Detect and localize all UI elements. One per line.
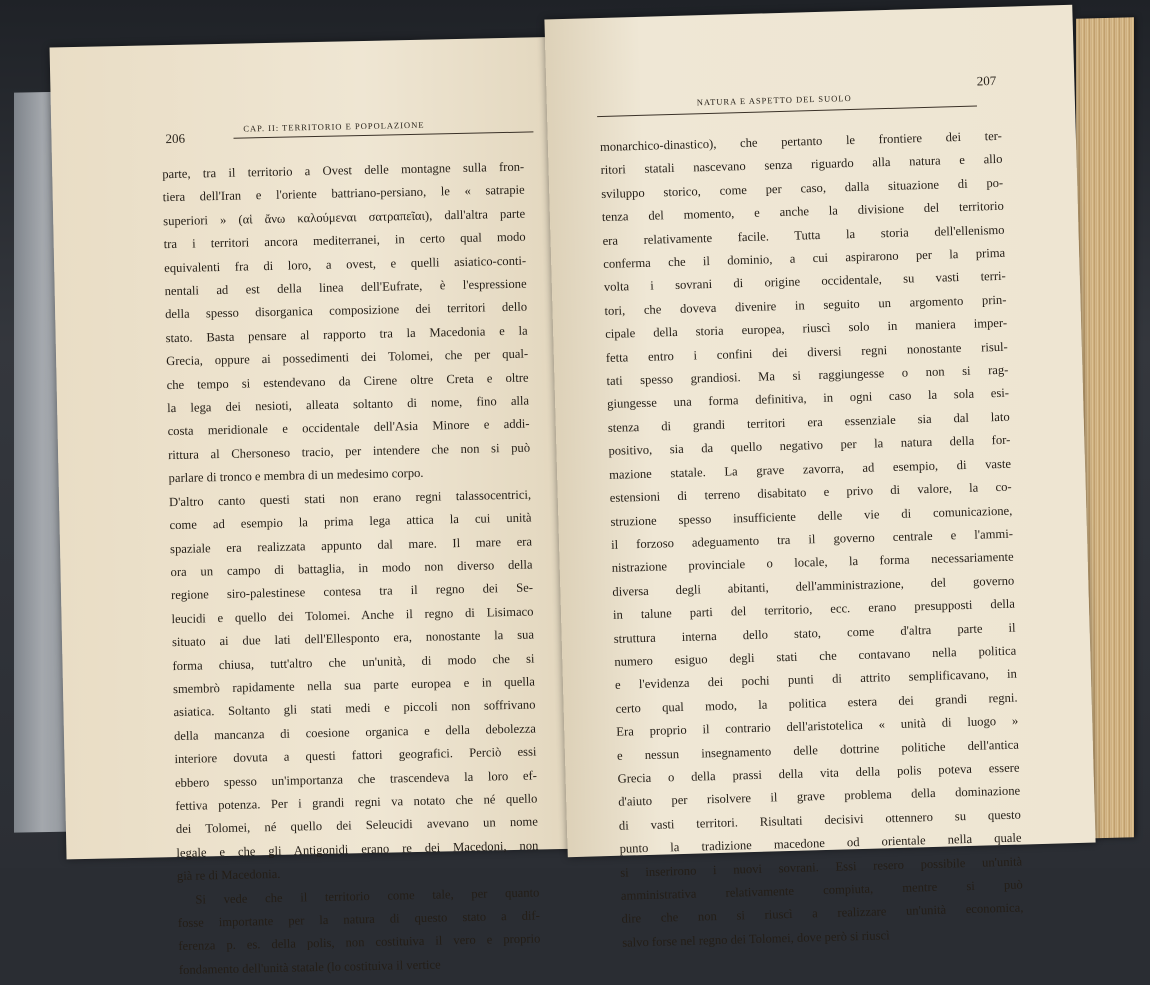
text-line: Si vede che il territorio come tale, per quanto [195,885,540,907]
text-line: situato ai due lati dell'Ellesponto era, nonostante la sua [171,627,535,650]
text-line: forma chiusa, tutt'altro che un'unità, di modo che si [172,651,535,673]
text-line: amministrativa relativamente compiuta, mentre si può [620,877,1023,903]
left-page-header [165,111,535,147]
text-line: diversa degli abitanti, dell'amministrazione, del governo [612,573,1015,599]
text-line: fettiva potenza. Per i grandi regni va notato che né quello [175,791,538,814]
text-line: che tempo si estendevano da Cirene oltre Creta e oltre [166,370,529,392]
text-line: D'altro canto questi stati non erano regni talassocentrici, [168,487,532,509]
text-line: conferma che il dominio, a cui aspirarono per la prima [603,245,1006,272]
text-line: struzione spesso insufficiente delle vie di comunicazione, [610,503,1013,529]
text-line: leucidi e quello dei Tolomei. Anche il regno di Lisimaco [171,604,534,626]
text-line: parte, tra il territorio a Ovest delle montagne sulla fron- [162,159,525,182]
text-line: il forzoso adeguamento tra il governo centrale e l'ammi- [610,526,1014,552]
text-line: superiori » (αἱ ἄνω καλούμεναι σατραπεῖαι), dall'altra parte [163,206,526,229]
text-line: nistrazione provinciale o locale, la forma necessariamente [611,549,1014,576]
text-line: monarchico-dinastico), che pertanto le frontiere dei ter- [599,128,1003,155]
text-line: rittura al Chersoneso tracio, per intendere che non si può [167,440,531,463]
text-line: tiera dell'Iran e l'oriente battriano-persiano, le « satrapie [162,183,525,205]
text-line: fosse importante per la natura di questo stato a dif- [177,908,540,931]
right-running-title: NATURA E ASPETTO DEL SUOLO [696,92,852,108]
text-line: certo qual modo, la politica estera dei grandi regni. [615,690,1018,716]
text-line: salvo forse nel regno dei Tolomei, dove però si riuscì [622,928,890,950]
text-line: struttura interna dello stato, come d'altra parte il [613,620,1016,646]
text-line: Grecia o della prassi della vita della polis poteva essere [617,760,1020,786]
text-line: ebbero spesso un'importanza che trascendeva la loro ef- [174,768,538,790]
text-line: ritori statali nascevano senza riguardo alla natura e allo [600,152,1003,178]
text-line: già re di Macedonia. [176,867,281,884]
text-line: asiatica. Soltanto gli stati medi e piccoli non soffrivano [173,697,536,720]
text-line: si inserirono i nuovi sovrani. Essi resero possibile un'unità [620,854,1023,880]
text-line: costa meridionale e occidentale dell'Asia Minore e addi- [167,417,530,439]
text-line: legale e che gli Antigonidi erano re dei Macedoni, non [176,838,539,860]
text-line: stenza di grandi territori era essenziale sia dal lato [607,409,1010,435]
text-line: giungesse una forma definitiva, in ogni caso la sola esi- [606,386,1010,412]
text-line: fondamento dell'unità statale (lo costituiva il vertice [178,957,441,977]
text-line: stato. Basta pensare al rapporto tra la Macedonia e la [165,323,528,346]
right-page-header [597,72,997,108]
text-line: d'aiuto per risolvere il grave problema della dominazione [618,783,1021,810]
right-page-number: 207 [976,72,997,89]
text-line: era relativamente facile. Tutta la storia dell'ellenismo [602,222,1005,248]
text-line: come ad esempio la prima lega attica la cui unità [169,510,532,533]
text-line: positivo, sia da quello negativo per la natura della for- [608,432,1011,459]
text-line: cipale della storia europea, riuscì solo in maniera imper- [605,315,1008,342]
text-line: della spesso disorganica composizione dei territori dello [165,300,528,322]
left-running-title: CAP. II: TERRITORIO E POPOLAZIONE [243,119,425,134]
text-line: in talune parti del territorio, ecc. erano presupposti della [612,596,1016,622]
text-line: della mancanza di coesione organica e della debolezza [173,721,537,743]
text-line: equivalenti fra di loro, a ovest, e quelli asiatico-conti- [164,253,527,275]
text-line: tenza del momento, e anche la divisione del territorio [601,199,1004,225]
text-line: volta i sovrani di origine occidentale, su vasti terri- [603,269,1006,295]
text-line: tati spesso grandiosi. Ma si raggiungesse o non si rag- [606,362,1009,389]
text-line: nentali ad est della linea dell'Eufrate, è l'espressione [164,276,527,299]
text-line: e l'evidenza dei pochi punti di attrito semplificavano, in [614,666,1018,693]
text-line: la lega dei nesioti, alleata soltanto di nome, fino alla [166,393,530,416]
text-line: punto la tradizione macedone od orientale nella quale [619,830,1022,856]
text-line: dei Tolomei, né quello dei Seleucidi avevano un nome [175,814,539,837]
text-line: tra i territori ancora mediterranei, in certo qual modo [163,229,526,252]
text-line: ferenza p. es. della polis, non costituiva il vero e proprio [178,931,541,954]
text-line: interiore dovuta a questi fattori geografici. Perciò essi [174,744,537,767]
text-line: tori, che doveva divenire in seguito un argomento prin- [604,292,1007,318]
text-line: Era proprio il contrario dell'aristotelica « unità di luogo » [616,713,1019,739]
text-line: dire che non si riuscì a realizzare un'unità economica, [621,900,1024,927]
right-page-body [600,125,1025,955]
left-page-body [162,156,541,983]
left-page-number: 206 [165,130,186,147]
text-line: spaziale era realizzata appunto dal mare. Il mare era [169,534,533,556]
text-line: sviluppo storico, come per caso, dalla situazione di po- [601,175,1004,201]
text-line: numero esiguo degli stati che contavano nella politica [614,643,1017,669]
text-line: fetta entro i confini dei diversi regni nonostante risul- [605,339,1008,365]
text-line: ora un campo di battaglia, in modo non diverso della [170,557,533,580]
text-line: di vasti territori. Risultati decisivi ottennero su questo [618,807,1021,833]
text-line: smembrò rapidamente nella sua parte europea e in quella [172,674,536,697]
left-page [50,37,587,977]
text-line: e nessun insegnamento delle dottrine politiche dell'antica [616,737,1020,763]
text-line: Grecia, oppure ai possedimenti dei Tolomei, che per qual- [166,346,529,369]
text-line: mazione statale. La grave zavorra, ad esempio, di vaste [608,456,1012,482]
text-line: estensioni di terreno disabitato e privo di valore, la co- [609,479,1012,505]
text-line: parlare di tronco e membra di un medesimo corpo. [168,466,424,486]
right-page [544,5,1095,950]
right-header-rule [597,105,977,117]
text-line: regione siro-palestinese contesa tra il regno dei Se- [170,580,534,603]
